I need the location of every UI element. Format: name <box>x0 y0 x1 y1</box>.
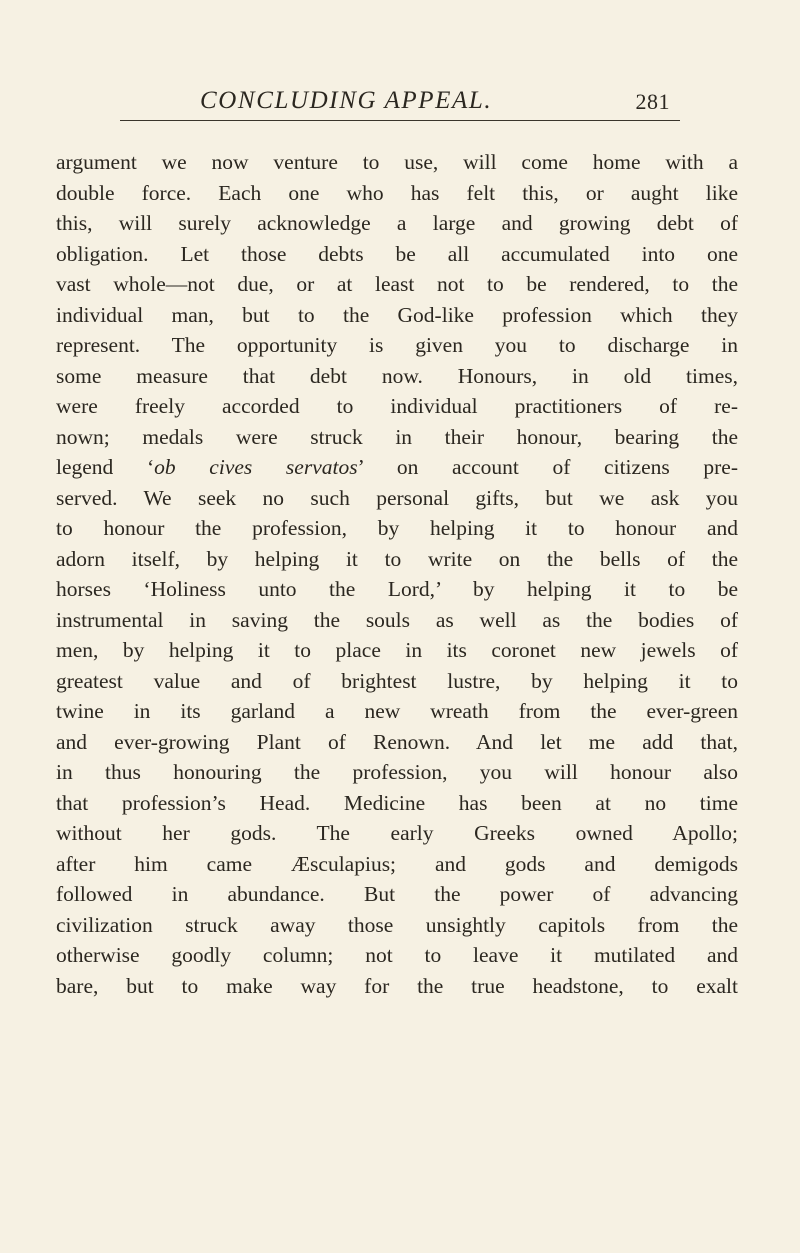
text-line: this, will surely acknowledge a large and growing debt of <box>56 211 738 235</box>
text-line: civilization struck away those unsightly capitols from the <box>56 912 738 937</box>
text-line: twine in its garland a new wreath from the ever-green <box>56 699 738 723</box>
latin-phrase: ob cives servatos <box>154 455 358 479</box>
text-line: individual man, but to the God-like profession which they <box>56 302 738 327</box>
page-number: 281 <box>635 89 670 114</box>
text-line: double force. Each one who has felt this, or aught like <box>56 180 738 205</box>
text-line: to honour the profession, by helping it to honour and <box>56 516 738 540</box>
text-line: argument we now venture to use, will come home with a <box>56 150 738 174</box>
text-line: without her gods. The early Greeks owned Apollo; <box>56 821 738 845</box>
text-line: instrumental in saving the souls as well as the bodies of <box>56 607 738 632</box>
text-line: nown; medals were struck in their honour, bearing the <box>56 424 738 449</box>
text-line: greatest value and of brightest lustre, by helping it to <box>56 668 738 693</box>
text-line: followed in abundance. But the power of advancing <box>56 882 738 906</box>
body-text <box>56 147 738 1001</box>
text-line: were freely accorded to individual practitioners of re- <box>56 394 738 418</box>
running-head <box>120 86 680 121</box>
text-line: horses ‘Holiness unto the Lord,’ by helping it to be <box>56 577 738 601</box>
text-line: men, by helping it to place in its coronet new jewels of <box>56 638 738 662</box>
text-line: some measure that debt now. Honours, in old times, <box>56 363 738 388</box>
running-head-title: CONCLUDING APPEAL. <box>200 87 493 114</box>
text-line: served. We seek no such personal gifts, but we ask you <box>56 485 738 510</box>
text-line: vast whole—not due, or at least not to be rendered, to the <box>56 272 738 296</box>
text-line: and ever-growing Plant of Renown. And let me add that, <box>56 729 738 754</box>
text-line <box>56 452 738 483</box>
text-line: otherwise goodly column; not to leave it mutilated and <box>56 943 738 967</box>
text-line: bare, but to make way for the true headstone, to exalt <box>56 973 738 998</box>
text-line: that profession’s Head. Medicine has been at no time <box>56 790 738 815</box>
text-line: represent. The opportunity is given you to discharge in <box>56 333 738 357</box>
text-line: after him came Æsculapius; and gods and demigods <box>56 851 738 876</box>
text-segment: ’ on account of citizens pre- <box>357 455 738 479</box>
text-line: adorn itself, by helping it to write on the bells of the <box>56 546 738 571</box>
text-segment: legend ‘ <box>56 455 155 479</box>
text-line: obligation. Let those debts be all accumulated into one <box>56 241 738 266</box>
text-line: in thus honouring the profession, you will honour also <box>56 760 738 784</box>
